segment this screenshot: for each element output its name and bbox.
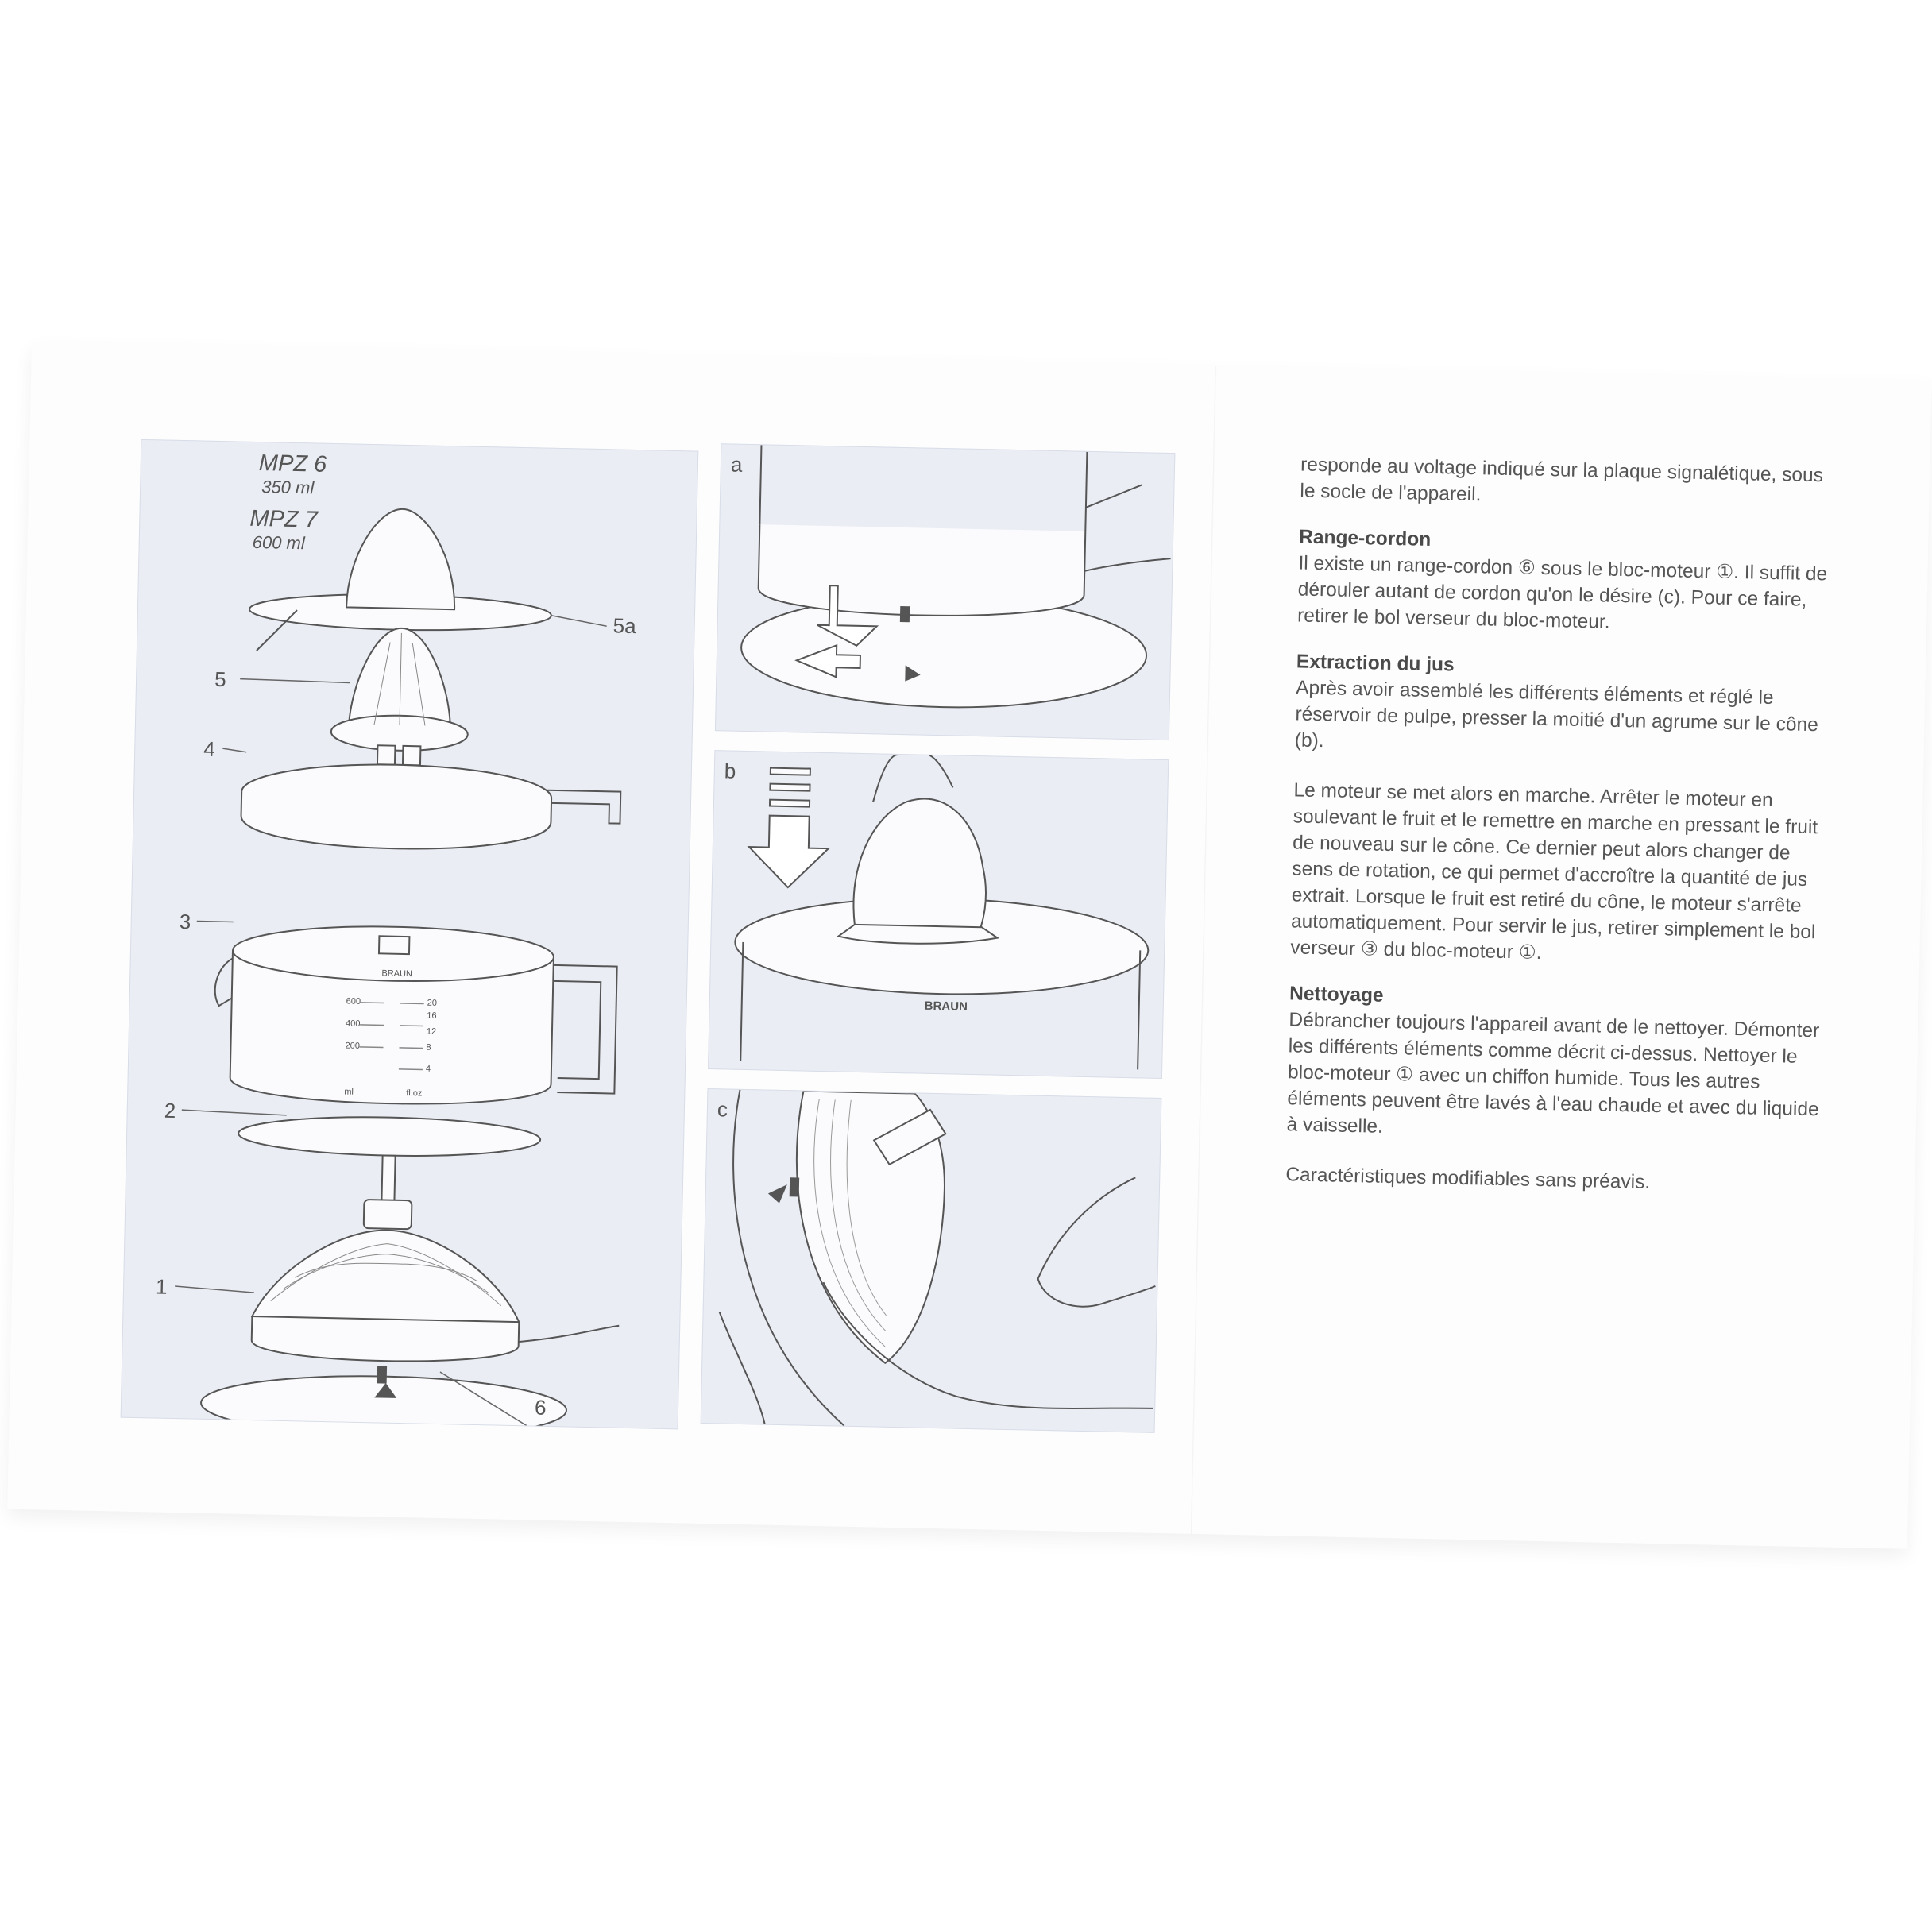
part-label-5: 5 (214, 667, 226, 692)
panel-a (715, 443, 1175, 740)
panel-letter-a: a (730, 452, 743, 477)
part-label-3: 3 (179, 910, 191, 934)
jug-scale-ml-unit: ml (344, 1087, 354, 1097)
jug-scale-floz-8: 8 (426, 1042, 431, 1053)
nettoyage-paragraph: Débrancher toujours l'appareil avant de le nettoyer. Démonter les différents éléments comme décrit ci-dessus. Nettoyer le bloc-moteur ① avec un chiffon humide. Tous les autres éléments peuvent être lavés à l'eau chaude et avec du liquide à vaisselle. (1286, 1009, 1820, 1138)
jug-scale-ml-200: 200 (345, 1041, 361, 1051)
model-name: MPZ 6 (258, 450, 327, 477)
part-label-1: 1 (155, 1274, 168, 1299)
part-label-2: 2 (164, 1098, 176, 1123)
specs-notice-paragraph: Caractéristiques modifiables sans préavis. (1285, 1164, 1651, 1193)
jug-scale-floz-12: 12 (426, 1026, 437, 1037)
model-volume: 600 ml (252, 531, 306, 554)
extraction-paragraph-1: Après avoir assemblé les différents éléments et réglé le réservoir de pulpe, presser la moitié d'un agrume sur le cône (b). (1294, 677, 1819, 752)
jug-scale-floz-4: 4 (425, 1064, 431, 1074)
panel-b-drawing (709, 751, 1168, 1078)
text-column (1285, 451, 1841, 1199)
intro-paragraph: responde au voltage indiqué sur la plaque signalétique, sous le socle de l'appareil. (1300, 454, 1824, 506)
model-mpz7 (249, 506, 318, 554)
panel-c (701, 1088, 1162, 1433)
part-label-6: 6 (534, 1395, 547, 1420)
extraction-paragraph-2: Le moteur se met alors en marche. Arrêter le moteur en soulevant le fruit et le remettre en marche en pressant le fruit de nouveau sur le cône. Ce dernier peut alors changer de sens de rotation, ce qui permet d'accroître la quantité de jus extrait. Lorsque le fruit est retiré du cône, le moteur s'arrête automatiquement. Pour servir le jus, retirer simplement le bol verseur ③ du bloc-moteur ①. (1290, 779, 1818, 964)
booklet-spine (1191, 366, 1217, 1534)
model-mpz6 (258, 450, 327, 499)
heading-extraction-du-jus: Extraction du jus (1296, 651, 1455, 676)
panel-letter-b: b (724, 759, 736, 783)
heading-range-cordon: Range-cordon (1298, 526, 1432, 551)
jug-brand-text: BRAUN (381, 968, 413, 980)
panel-b-brand-text: BRAUN (924, 999, 968, 1014)
panel-b (708, 750, 1169, 1079)
jug-scale-floz-16: 16 (427, 1010, 437, 1021)
panel-c-drawing (701, 1089, 1161, 1432)
jug-scale-ml-600: 600 (346, 996, 361, 1007)
model-volume: 350 ml (261, 477, 315, 498)
model-name: MPZ 7 (249, 505, 319, 533)
panel-a-drawing (716, 444, 1174, 740)
panel-letter-c: c (717, 1097, 728, 1122)
jug-scale-floz-20: 20 (427, 998, 438, 1008)
part-label-5a: 5a (612, 613, 636, 639)
instruction-booklet (7, 342, 1931, 1549)
range-cordon-paragraph: Il existe un range-cordon ⑥ sous le bloc-moteur ①. Il suffit de dérouler autant de cordon qu'on le désire (c). Pour ce faire, retirer le bol verseur du bloc-moteur. (1296, 552, 1828, 633)
jug-scale-ml-400: 400 (345, 1018, 361, 1029)
exploded-view-panel (121, 439, 699, 1429)
part-label-4: 4 (203, 736, 216, 761)
exploded-view-drawing (122, 440, 698, 1428)
jug-scale-floz-unit: fl.oz (406, 1088, 423, 1099)
heading-nettoyage: Nettoyage (1289, 983, 1384, 1007)
